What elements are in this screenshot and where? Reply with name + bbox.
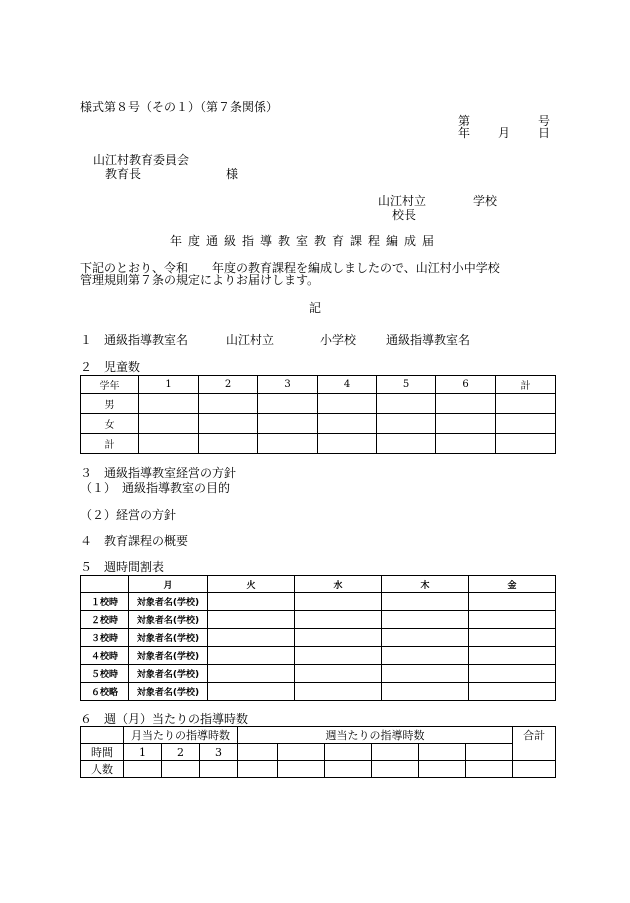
table-cell[interactable] bbox=[382, 683, 469, 701]
table-cell[interactable] bbox=[466, 744, 513, 761]
cell-label: 対象者名(学校) bbox=[129, 665, 208, 683]
grade-4-header: 4 bbox=[318, 376, 377, 394]
teaching-hours-table bbox=[80, 726, 556, 778]
table-cell[interactable] bbox=[382, 629, 469, 647]
table-cell[interactable] bbox=[436, 434, 496, 454]
table-cell[interactable] bbox=[318, 394, 377, 414]
recipient-org: 山江村教育委員会 bbox=[93, 153, 190, 167]
grade-2-header: 2 bbox=[199, 376, 258, 394]
section4-heading: ４ 教育課程の概要 bbox=[80, 534, 189, 548]
body-line-1: 下記のとおり、令和 年度の教育課程を編成しましたので、山江村小中学校 bbox=[80, 261, 500, 275]
table-cell[interactable] bbox=[469, 683, 556, 701]
period-label: ３校時 bbox=[81, 629, 129, 647]
table-cell[interactable] bbox=[124, 761, 162, 778]
number-suffix: 号 bbox=[538, 114, 551, 128]
table-cell[interactable] bbox=[278, 761, 325, 778]
table-cell[interactable] bbox=[372, 761, 419, 778]
table-cell[interactable] bbox=[469, 611, 556, 629]
row-label-total: 計 bbox=[81, 434, 139, 454]
table-cell[interactable] bbox=[496, 414, 556, 434]
day-wed-header: 水 bbox=[295, 576, 382, 593]
table-cell[interactable] bbox=[162, 761, 200, 778]
table-row bbox=[81, 665, 556, 683]
table-cell[interactable] bbox=[238, 744, 278, 761]
timetable-corner bbox=[81, 576, 129, 593]
monthly-hours-header: 月当たりの指導時数 bbox=[124, 727, 238, 744]
date-month: 月 bbox=[498, 126, 511, 140]
period-label: １校時 bbox=[81, 593, 129, 611]
section6-heading: ６ 週（月）当たりの指導時数 bbox=[80, 712, 249, 726]
grade-1-header: 1 bbox=[139, 376, 199, 394]
form-id: 様式第８号（その１）（第７条関係） bbox=[80, 100, 279, 114]
table-cell[interactable] bbox=[469, 629, 556, 647]
period-label: ５校時 bbox=[81, 665, 129, 683]
section1-room: 通級指導教室名 bbox=[386, 333, 471, 347]
table-cell[interactable] bbox=[295, 665, 382, 683]
ki-mark: 記 bbox=[309, 301, 322, 315]
table-cell[interactable] bbox=[208, 647, 295, 665]
table-row bbox=[81, 611, 556, 629]
table-cell[interactable] bbox=[199, 434, 258, 454]
table-cell[interactable] bbox=[208, 629, 295, 647]
table-row bbox=[81, 647, 556, 665]
student-count-table bbox=[80, 375, 556, 454]
table-cell[interactable] bbox=[496, 434, 556, 454]
table-cell[interactable] bbox=[382, 611, 469, 629]
section1-village: 山江村立 bbox=[226, 333, 275, 347]
table-cell[interactable] bbox=[436, 414, 496, 434]
col-label: 2 bbox=[162, 744, 200, 761]
table-cell[interactable] bbox=[513, 761, 556, 778]
table-cell[interactable] bbox=[200, 761, 238, 778]
cell-label: 対象者名(学校) bbox=[129, 593, 208, 611]
row-label-male: 男 bbox=[81, 394, 139, 414]
table-cell[interactable] bbox=[208, 665, 295, 683]
day-tue-header: 火 bbox=[208, 576, 295, 593]
table-row bbox=[81, 414, 556, 434]
recipient-honorific: 様 bbox=[226, 167, 239, 181]
table-cell[interactable] bbox=[295, 647, 382, 665]
col-label: 3 bbox=[200, 744, 238, 761]
table-row bbox=[81, 434, 556, 454]
table-row bbox=[81, 593, 556, 611]
period-label: ４校時 bbox=[81, 647, 129, 665]
table-cell[interactable] bbox=[318, 414, 377, 434]
section5-heading: ５ 週時間割表 bbox=[80, 560, 165, 574]
cell-label: 対象者名(学校) bbox=[129, 629, 208, 647]
table-cell[interactable] bbox=[318, 434, 377, 454]
cell-label: 対象者名(学校) bbox=[129, 611, 208, 629]
row-label-hours: 時間 bbox=[81, 744, 124, 761]
table-cell[interactable] bbox=[208, 611, 295, 629]
col-label: 1 bbox=[124, 744, 162, 761]
table-row bbox=[81, 744, 556, 761]
table-cell[interactable] bbox=[295, 593, 382, 611]
recipient-title: 教育長 bbox=[105, 167, 142, 181]
weekly-hours-header: 週当たりの指導時数 bbox=[238, 727, 513, 744]
table-cell[interactable] bbox=[419, 744, 466, 761]
sender-school: 学校 bbox=[473, 194, 498, 208]
table-cell[interactable] bbox=[469, 593, 556, 611]
table-cell[interactable] bbox=[199, 414, 258, 434]
table-cell[interactable] bbox=[139, 394, 199, 414]
day-mon-header: 月 bbox=[129, 576, 208, 593]
table-cell[interactable] bbox=[139, 414, 199, 434]
table-row bbox=[81, 394, 556, 414]
date-day: 日 bbox=[538, 126, 551, 140]
table-cell[interactable] bbox=[295, 629, 382, 647]
table-row bbox=[81, 683, 556, 701]
hours-header-row bbox=[81, 727, 556, 744]
section3-sub1: （１） 通級指導教室の目的 bbox=[80, 481, 231, 495]
grade-3-header: 3 bbox=[258, 376, 318, 394]
timetable-header-row bbox=[81, 576, 556, 593]
table-cell[interactable] bbox=[377, 394, 436, 414]
section3-heading: ３ 通級指導教室経営の方針 bbox=[80, 466, 237, 480]
table-cell[interactable] bbox=[139, 434, 199, 454]
table-cell[interactable] bbox=[258, 434, 318, 454]
table-cell[interactable] bbox=[258, 394, 318, 414]
grade-6-header: 6 bbox=[436, 376, 496, 394]
table-cell[interactable] bbox=[238, 761, 278, 778]
sender-title: 校長 bbox=[392, 208, 417, 222]
table-cell[interactable] bbox=[469, 665, 556, 683]
table-cell[interactable] bbox=[436, 394, 496, 414]
section1-heading: １ 通級指導教室名 bbox=[80, 333, 189, 347]
table-cell[interactable] bbox=[382, 593, 469, 611]
table-cell[interactable] bbox=[278, 744, 325, 761]
table-cell[interactable] bbox=[496, 394, 556, 414]
date-year: 年 bbox=[458, 126, 471, 140]
grade-5-header: 5 bbox=[377, 376, 436, 394]
table-row bbox=[81, 629, 556, 647]
student-count-header-row bbox=[81, 376, 556, 394]
table-cell[interactable] bbox=[377, 414, 436, 434]
row-label-female: 女 bbox=[81, 414, 139, 434]
table-cell[interactable] bbox=[208, 593, 295, 611]
table-cell[interactable] bbox=[258, 414, 318, 434]
day-thu-header: 木 bbox=[382, 576, 469, 593]
row-label-people: 人数 bbox=[81, 761, 124, 778]
table-cell[interactable] bbox=[382, 665, 469, 683]
table-cell[interactable] bbox=[325, 761, 372, 778]
doc-title: 年度通級指導教室教育課程編成届 bbox=[170, 234, 441, 248]
table-cell[interactable] bbox=[208, 683, 295, 701]
day-fri-header: 金 bbox=[469, 576, 556, 593]
total-header: 計 bbox=[496, 376, 556, 394]
section1-school: 小学校 bbox=[320, 333, 357, 347]
table-cell[interactable] bbox=[199, 394, 258, 414]
table-cell[interactable] bbox=[382, 647, 469, 665]
body-line-2: 管理規則第７条の規定によりお届けします。 bbox=[80, 273, 320, 287]
cell-label: 対象者名(学校) bbox=[129, 647, 208, 665]
table-cell bbox=[81, 727, 124, 744]
period-label: ２校時 bbox=[81, 611, 129, 629]
total-hours-header: 合計 bbox=[513, 727, 556, 761]
table-cell[interactable] bbox=[466, 761, 513, 778]
table-row bbox=[81, 761, 556, 778]
period-label: ６校略 bbox=[81, 683, 129, 701]
table-cell[interactable] bbox=[295, 611, 382, 629]
grade-header: 学年 bbox=[81, 376, 139, 394]
table-cell[interactable] bbox=[295, 683, 382, 701]
table-cell[interactable] bbox=[372, 744, 419, 761]
number-prefix: 第 bbox=[458, 114, 471, 128]
weekly-timetable bbox=[80, 575, 556, 701]
cell-label: 対象者名(学校) bbox=[129, 683, 208, 701]
sender-village: 山江村立 bbox=[378, 194, 427, 208]
table-cell[interactable] bbox=[377, 434, 436, 454]
section2-heading: ２ 児童数 bbox=[80, 360, 141, 374]
table-cell[interactable] bbox=[325, 744, 372, 761]
table-cell[interactable] bbox=[469, 647, 556, 665]
section3-sub2: （２）経営の方針 bbox=[80, 508, 177, 522]
table-cell[interactable] bbox=[419, 761, 466, 778]
